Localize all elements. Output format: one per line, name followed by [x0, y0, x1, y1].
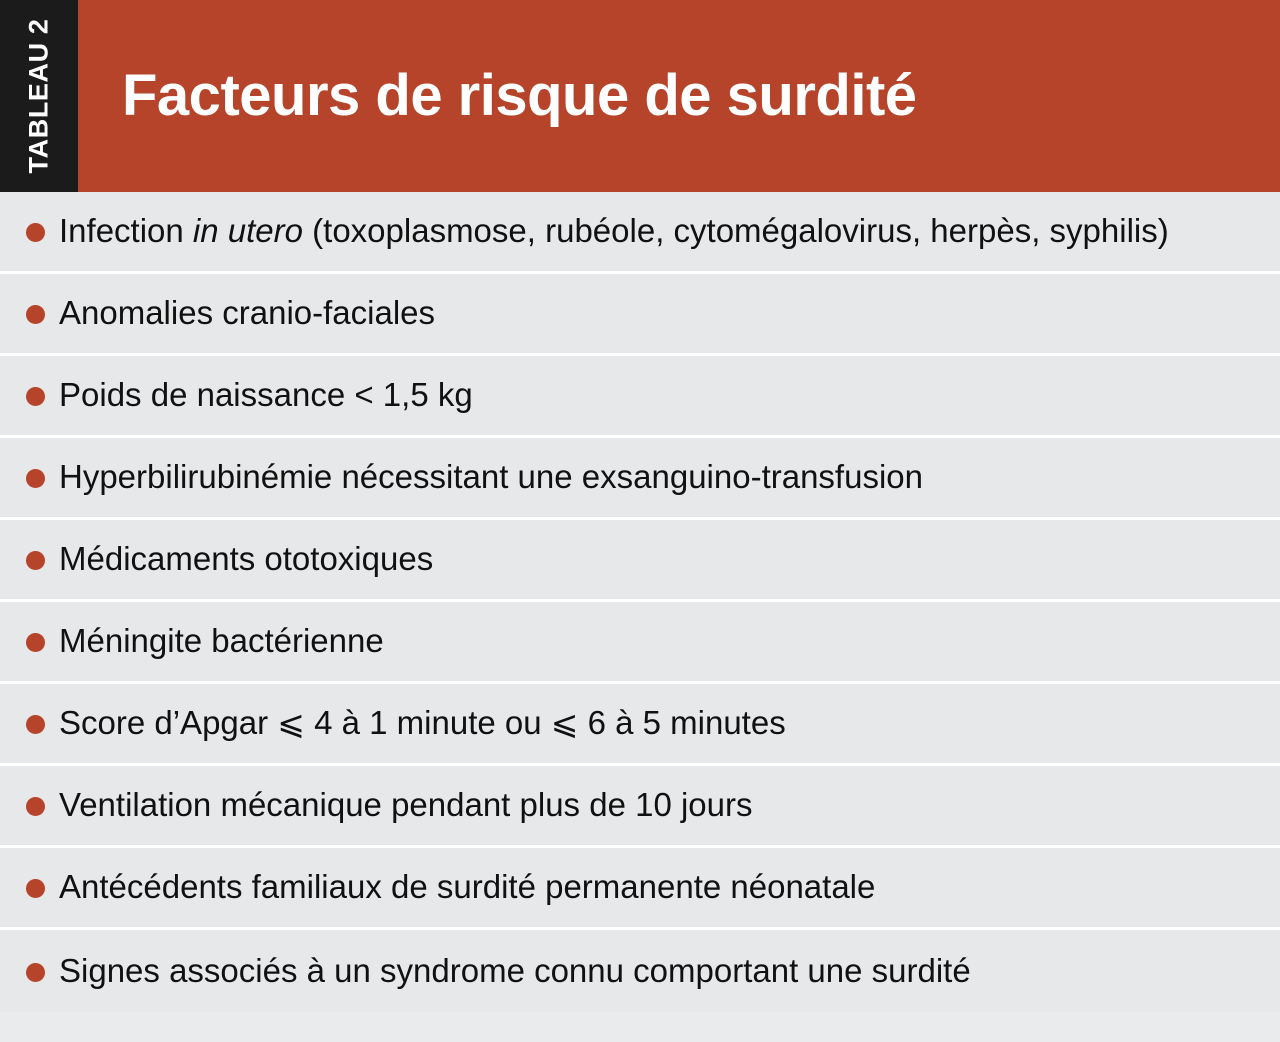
risk-factor-list	[0, 192, 1280, 1012]
list-item	[0, 192, 1280, 274]
list-item	[0, 766, 1280, 848]
bullet-icon	[26, 797, 45, 816]
list-item-suffix: (toxoplasmose, rubéole, cytomégalovirus, herpès, syphilis)	[303, 212, 1169, 250]
list-item-label: Méningite bactérienne	[59, 622, 384, 660]
bullet-icon	[26, 963, 45, 982]
list-item-label	[59, 213, 1169, 249]
bullet-icon	[26, 879, 45, 898]
list-item	[0, 848, 1280, 930]
table-number-block	[0, 0, 78, 192]
list-item	[0, 274, 1280, 356]
bullet-icon	[26, 387, 45, 406]
bullet-icon	[26, 223, 45, 242]
bullet-icon	[26, 633, 45, 652]
page-title: Facteurs de risque de surdité	[122, 62, 917, 128]
list-item	[0, 684, 1280, 766]
list-item-label: Score d’Apgar ⩽ 4 à 1 minute ou ⩽ 6 à 5 minutes	[59, 704, 786, 742]
table-number-label: TABLEAU 2	[23, 18, 54, 174]
list-item-emphasis: in utero	[192, 212, 303, 250]
list-item	[0, 520, 1280, 602]
list-item-label: Ventilation mécanique pendant plus de 10 jours	[59, 786, 753, 824]
list-item	[0, 356, 1280, 438]
bullet-icon	[26, 715, 45, 734]
list-item	[0, 602, 1280, 684]
list-item-label: Hyperbilirubinémie nécessitant une exsanguino-transfusion	[59, 458, 923, 496]
list-item-label: Anomalies cranio-faciales	[59, 294, 436, 332]
list-item-prefix: Infection	[59, 212, 193, 250]
list-item-label: Signes associés à un syndrome connu comportant une surdité	[59, 951, 971, 989]
list-item	[0, 438, 1280, 520]
list-item-label: Antécédents familiaux de surdité permanente néonatale	[59, 868, 876, 906]
table-header	[0, 0, 1280, 192]
list-item-label: Poids de naissance < 1,5 kg	[59, 376, 473, 414]
list-item-label: Médicaments ototoxiques	[59, 540, 434, 578]
table-title-block	[78, 0, 1280, 192]
bullet-icon	[26, 551, 45, 570]
list-item	[0, 930, 1280, 1012]
bullet-icon	[26, 469, 45, 488]
bullet-icon	[26, 305, 45, 324]
